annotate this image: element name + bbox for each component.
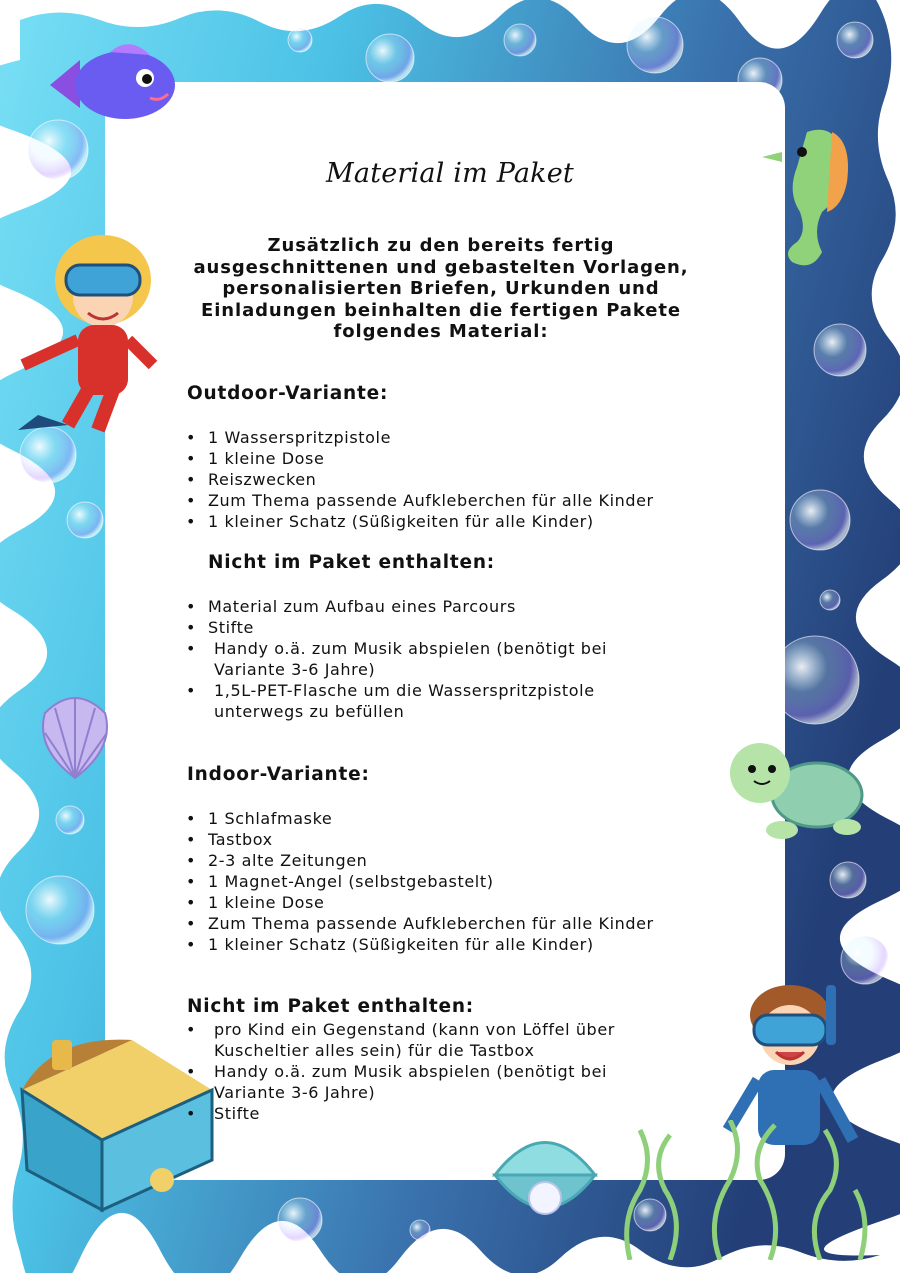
diver-girl-icon: [8, 225, 158, 440]
list-item: • Stifte: [186, 617, 646, 638]
list-item: • 2-3 alte Zeitungen: [186, 850, 654, 871]
intro-paragraph: Zusätzlich zu den bereits fertig ausgeschnittenen und gebastelten Vorlagen, personalisierten Briefen, Urkunden und Einladungen beinhalten die fertigen Pakete folgendes Material:: [193, 235, 689, 342]
list-item: • 1 kleine Dose: [186, 448, 654, 469]
outdoor-heading: Outdoor-Variante:: [187, 383, 389, 404]
list-item: • 1 Magnet-Angel (selbstgebastelt): [186, 871, 654, 892]
pearl-shell-icon: [490, 1120, 600, 1235]
page-title: Material im Paket: [326, 158, 574, 189]
outdoor-not-included-list: [186, 596, 646, 722]
indoor-heading: Indoor-Variante:: [187, 764, 370, 785]
list-item: • Stifte: [186, 1103, 656, 1124]
list-item: • 1 Wasserspritzpistole: [186, 427, 654, 448]
list-item: • pro Kind ein Gegenstand (kann von Löffel über Kuscheltier alles sein) für die Tastbox: [186, 1019, 656, 1061]
list-item: • Tastbox: [186, 829, 654, 850]
list-item: • Handy o.ä. zum Musik abspielen (benötigt bei Variante 3-6 Jahre): [186, 1061, 656, 1103]
turtle-icon: [722, 735, 867, 845]
list-item: • 1 kleine Dose: [186, 892, 654, 913]
outdoor-items-list: [186, 427, 654, 532]
seaweed-icon: [610, 1120, 880, 1260]
list-item: • Material zum Aufbau eines Parcours: [186, 596, 646, 617]
outdoor-not-included-heading: Nicht im Paket enthalten:: [208, 552, 496, 573]
seahorse-icon: [752, 112, 862, 277]
indoor-not-included-heading: Nicht im Paket enthalten:: [187, 996, 475, 1017]
shell-icon: [35, 688, 115, 783]
list-item: • 1 kleiner Schatz (Süßigkeiten für alle Kinder): [186, 934, 654, 955]
list-item: • 1 kleiner Schatz (Süßigkeiten für alle Kinder): [186, 511, 654, 532]
fish-icon: [40, 30, 180, 130]
list-item: • Zum Thema passende Aufkleberchen für alle Kinder: [186, 490, 654, 511]
list-item: • Zum Thema passende Aufkleberchen für alle Kinder: [186, 913, 654, 934]
indoor-items-list: [186, 808, 654, 955]
list-item: • 1 Schlafmaske: [186, 808, 654, 829]
list-item: • Reiszwecken: [186, 469, 654, 490]
indoor-not-included-list: [186, 1019, 656, 1124]
list-item: • 1,5L-PET-Flasche um die Wasserspritzpistole unterwegs zu befüllen: [186, 680, 646, 722]
list-item: • Handy o.ä. zum Musik abspielen (benötigt bei Variante 3-6 Jahre): [186, 638, 646, 680]
